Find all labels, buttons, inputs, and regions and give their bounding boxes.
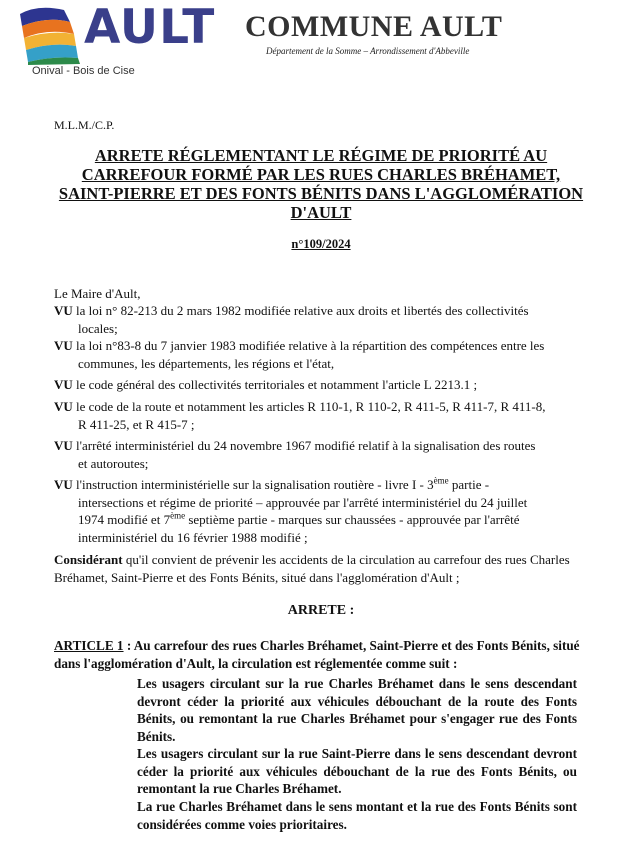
vu-label: VU xyxy=(54,477,73,492)
vu-clause-1 xyxy=(54,302,580,337)
vu-text: 1974 modifié et 7 xyxy=(78,512,171,527)
vu-clause-3 xyxy=(54,376,580,394)
vu-text: partie - xyxy=(448,477,490,492)
vu-text: l'instruction interministérielle sur la signalisation routière - livre I - 3 xyxy=(76,477,434,492)
logo-tagline: Onival - Bois de Cise xyxy=(32,65,135,77)
vu-text-continued: intersections et régime de priorité – approuvée par l'arrêté interministériel du 24 juillet xyxy=(78,494,528,510)
document-title: ARRETE RÉGLEMENTANT LE RÉGIME DE PRIORITÉ AU CARREFOUR FORMÉ PAR LES RUES CHARLES BRÉHAMET, SAINT-PIERRE ET DES FONTS BÉNITS DANS L'AGGLOMÉRATION D'AULT xyxy=(58,146,584,222)
logo-waves-graphic xyxy=(18,4,88,66)
vu-text-continued: R 411-25, et R 415-7 ; xyxy=(78,416,195,432)
article-paragraph-1: Les usagers circulant sur la rue Charles Bréhamet dans le sens descendant devront céder la priorité aux véhicules débouchant de la route des Fonts Bénits, ou remontant la rue Charles Bréhamet pour s'engager rue des Fonts Bénits. xyxy=(137,676,577,744)
vu-text-continued: communes, les départements, les régions et l'état, xyxy=(78,355,335,371)
commune-subtitle: Département de la Somme – Arrondissement d'Abbeville xyxy=(266,46,470,56)
vu-label: VU xyxy=(54,303,73,318)
document-number: n°109/2024 xyxy=(291,237,351,251)
commune-logo xyxy=(18,0,216,82)
superscript: ème xyxy=(170,510,186,521)
commune-title: COMMUNE AULT xyxy=(245,10,503,43)
article-1 xyxy=(54,637,594,672)
vu-clause-6 xyxy=(54,476,580,546)
vu-text-continued: et autoroutes; xyxy=(78,455,149,471)
vu-text-continued: locales; xyxy=(78,320,118,336)
vu-label: VU xyxy=(54,338,73,353)
reference-code: M.L.M./C.P. xyxy=(54,118,115,132)
article-paragraph-3: La rue Charles Bréhamet dans le sens montant et la rue des Fonts Bénits sont considérées comme voies prioritaires. xyxy=(137,799,577,832)
article-paragraph-2: Les usagers circulant sur la rue Saint-Pierre dans le sens descendant devront céder la priorité aux véhicules débouchant de la rue des Fonts Bénits, ou remontant la rue Charles Bréhamet. xyxy=(137,746,577,796)
vu-text-continued xyxy=(54,511,580,529)
vu-text: la loi n°83-8 du 7 janvier 1983 modifiée relative à la répartition des compétences entre les xyxy=(76,338,545,353)
considerant-label: Considérant xyxy=(54,552,123,567)
vu-text: le code de la route et notamment les articles R 110-1, R 110-2, R 411-5, R 411-7, R 411-8, xyxy=(76,399,546,414)
vu-label: VU xyxy=(54,377,73,392)
vu-text-continued: interministériel du 16 février 1988 modifié ; xyxy=(78,529,308,545)
considerant-text: qu'il convient de prévenir les accidents de la circulation au carrefour des rues Charles Bréhamet, Saint-Pierre et des Fonts Bénits, situé dans l'agglomération d'Ault ; xyxy=(54,552,570,585)
vu-text: le code général des collectivités territoriales et notamment l'article L 2213.1 ; xyxy=(76,377,478,392)
article-1-text: : Au carrefour des rues Charles Bréhamet, Saint-Pierre et des Fonts Bénits, situé dans l'agglomération d'Ault, la circulation est réglementée comme suit : xyxy=(54,638,580,671)
article-1-label: ARTICLE 1 xyxy=(54,638,124,653)
intro-line: Le Maire d'Ault, xyxy=(54,286,141,301)
superscript: ème xyxy=(433,475,449,486)
vu-text: septième partie - marques sur chaussées - approuvée par l'arrêté xyxy=(185,512,520,527)
vu-label: VU xyxy=(54,399,73,414)
arrete-heading: ARRETE : xyxy=(287,603,355,618)
vu-label: VU xyxy=(54,438,73,453)
logo-wordmark: AULT xyxy=(84,0,216,55)
vu-clause-4 xyxy=(54,398,580,433)
vu-text: l'arrêté interministériel du 24 novembre 1967 modifié relatif à la signalisation des routes xyxy=(76,438,536,453)
considerant-clause xyxy=(54,551,580,586)
vu-clause-2 xyxy=(54,337,580,372)
vu-text: la loi n° 82-213 du 2 mars 1982 modifiée relative aux droits et libertés des collectivités xyxy=(76,303,529,318)
vu-clause-5 xyxy=(54,437,580,472)
